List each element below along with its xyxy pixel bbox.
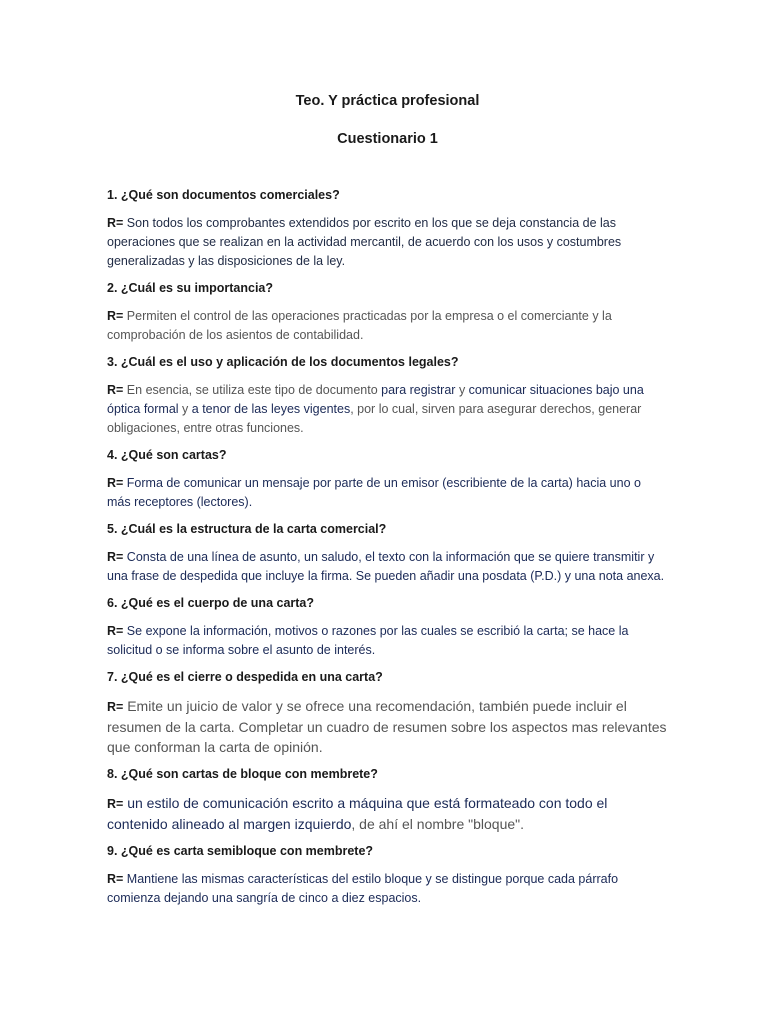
answer-5-text: Consta de una línea de asunto, un saludo, el texto con la información que se quiere transmitir y una frase de despedida que incluye la firma. Se pueden añadir una posdata (P.D.) y una nota anexa. [107,550,665,583]
answer-4 [107,474,668,512]
answer-8 [107,793,668,834]
question-4: 4. ¿Qué son cartas? [107,448,227,462]
question-7: 7. ¿Qué es el cierre o despedida en una carta? [107,670,383,684]
answer-1 [107,214,668,271]
qa-item-2 [107,279,668,345]
answer-7 [107,696,668,757]
answer-6 [107,622,668,660]
qa-item-3 [107,353,668,438]
question-1: 1. ¿Qué son documentos comerciales? [107,188,340,202]
question-6: 6. ¿Qué es el cuerpo de una carta? [107,596,315,610]
answer-prefix: R= [107,550,124,564]
answer-prefix: R= [107,700,124,714]
answer-8-text-emphasis: un estilo de comunicación escrito a máquina que está formateado con todo el contenido alineado al margen izquierdo [107,795,608,832]
answer-3-text-emphasis: a tenor de las leyes vigentes [191,402,351,416]
question-3: 3. ¿Cuál es el uso y aplicación de los documentos legales? [107,355,459,369]
question-9: 9. ¿Qué es carta semibloque con membrete? [107,844,374,858]
qa-item-7 [107,668,668,757]
answer-5 [107,548,668,586]
question-8: 8. ¿Qué son cartas de bloque con membrete? [107,767,378,781]
qa-item-9 [107,842,668,908]
answer-2 [107,307,668,345]
answer-3-text-emphasis: comunicar situaciones bajo una óptica formal [107,383,644,416]
document-title: Teo. Y práctica profesional [295,93,480,109]
document-subtitle: Cuestionario 1 [337,131,438,147]
answer-prefix: R= [107,872,124,886]
answer-prefix: R= [107,309,124,323]
answer-prefix: R= [107,476,124,490]
answer-7-text: Emite un juicio de valor y se ofrece una recomendación, también puede incluir el resumen de la carta. Completar un cuadro de resumen sobre los aspectos mas relevantes que conforman la carta de opinión. [107,698,667,755]
answer-3-text-part: , por lo cual, sirven para asegurar derechos, generar obligaciones, entre otras funciones. [107,402,642,435]
answer-prefix: R= [107,624,124,638]
answer-prefix: R= [107,383,124,397]
answer-2-text: Permiten el control de las operaciones practicadas por la empresa o el comerciante y la comprobación de los asientos de contabilidad. [107,309,612,342]
answer-3-text-part: En esencia, se utiliza este tipo de documento [123,383,382,397]
answer-9-text: Mantiene las mismas características del estilo bloque y se distingue porque cada párrafo comienza dejando una sangría de cinco a diez espacios. [107,872,619,905]
answer-3 [107,381,668,438]
answer-prefix: R= [107,797,124,811]
qa-item-6 [107,594,668,660]
answer-3-text-part: y [455,383,469,397]
question-2: 2. ¿Cuál es su importancia? [107,281,274,295]
question-5: 5. ¿Cuál es la estructura de la carta comercial? [107,522,387,536]
answer-3-text-emphasis: para registrar [381,383,456,397]
qa-item-8 [107,765,668,834]
qa-item-4 [107,446,668,512]
answer-9 [107,870,668,908]
answer-1-text: Son todos los comprobantes extendidos por escrito en los que se deja constancia de las operaciones que se realizan en la actividad mercantil, de acuerdo con los usos y costumbres generalizadas y las disposiciones de la ley. [107,216,622,268]
answer-4-text: Forma de comunicar un mensaje por parte de un emisor (escribiente de la carta) hacia uno o más receptores (lectores). [107,476,641,509]
answer-8-text-part: , de ahí el nombre "bloque". [351,816,525,832]
qa-item-5 [107,520,668,586]
answer-6-text: Se expone la información, motivos o razones por las cuales se escribió la carta; se hace la solicitud o se informa sobre el asunto de interés. [107,624,629,657]
answer-3-text-part: y [178,402,192,416]
qa-item-1 [107,186,668,271]
answer-prefix: R= [107,216,124,230]
